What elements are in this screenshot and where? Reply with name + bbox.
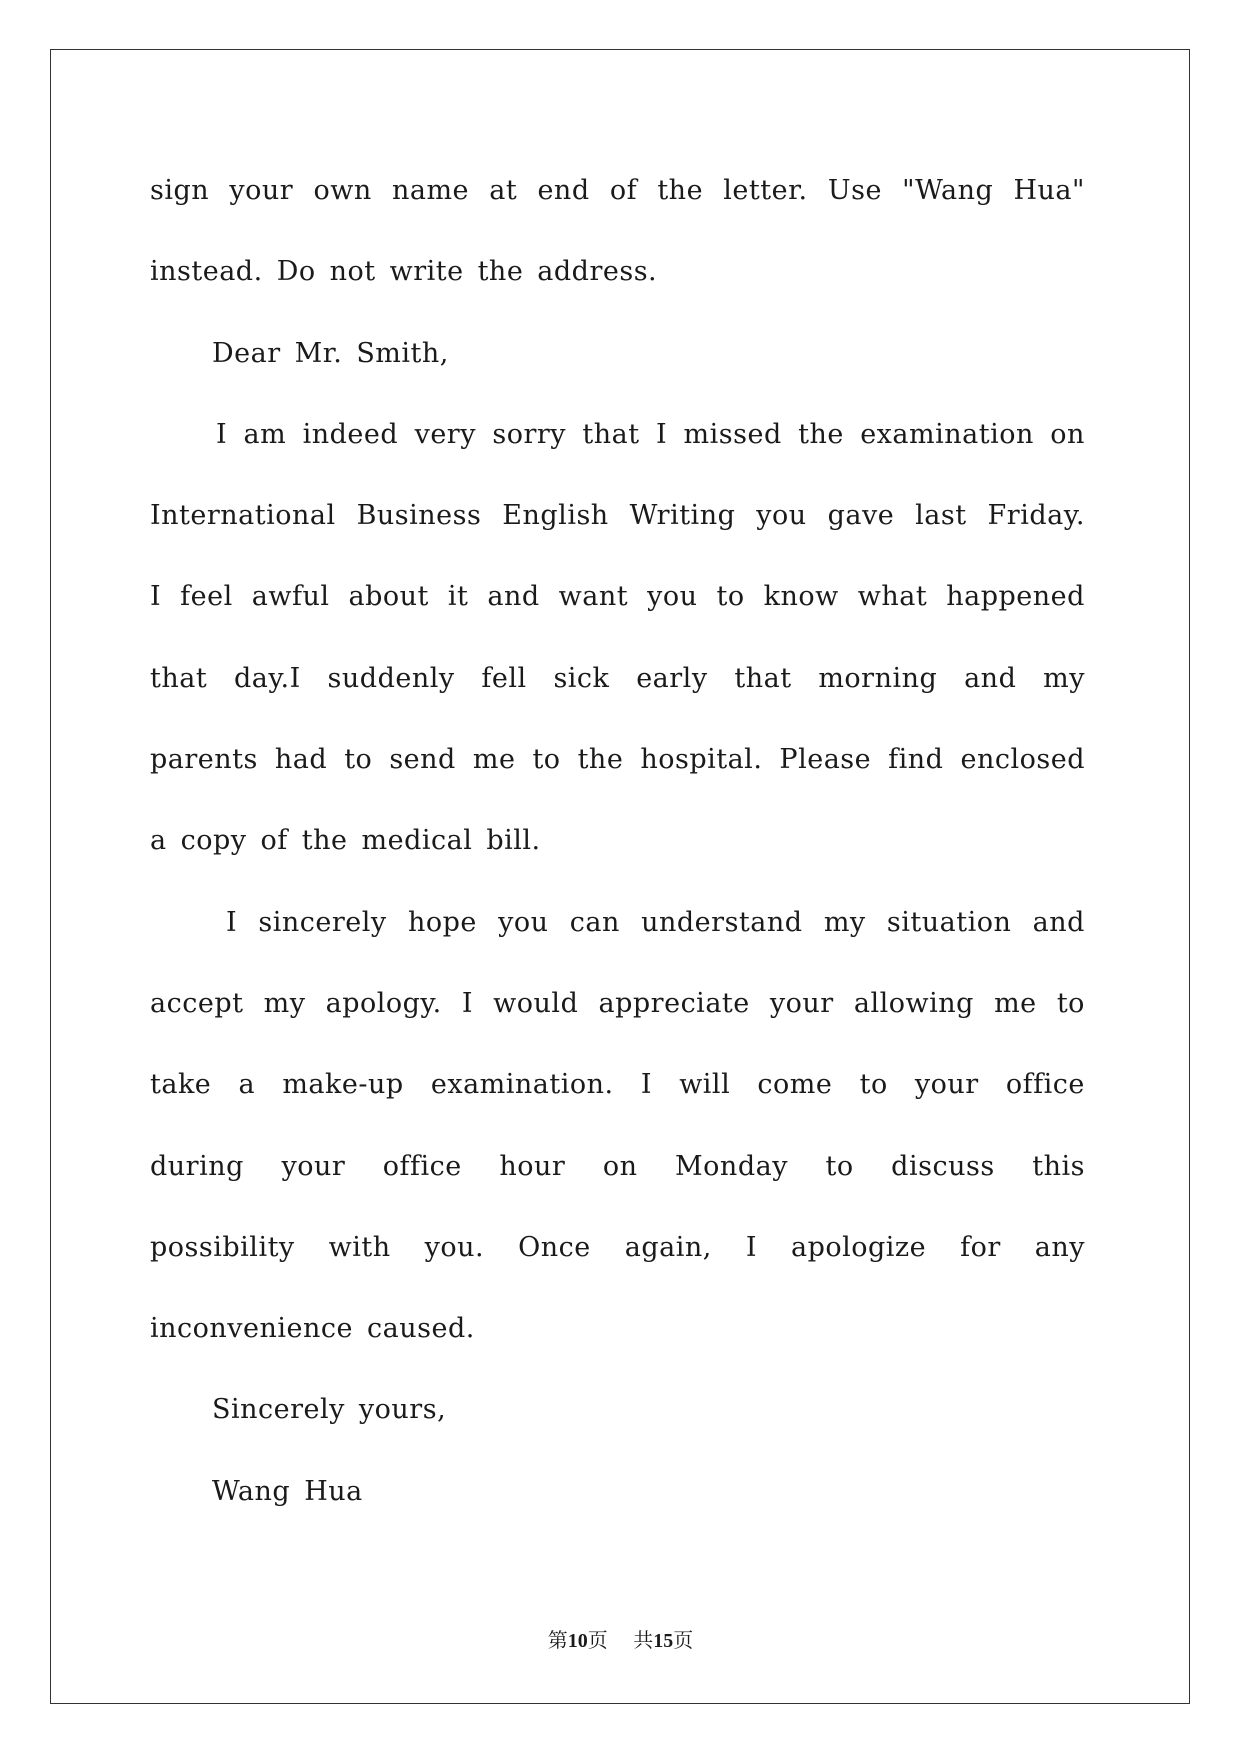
text-line xyxy=(150,1126,1085,1207)
word: on xyxy=(602,1150,638,1182)
word: address. xyxy=(537,256,658,288)
word: English xyxy=(502,500,609,532)
word: Hua xyxy=(304,1475,363,1507)
word: take xyxy=(150,1069,212,1101)
text-line xyxy=(150,963,1085,1044)
text-line xyxy=(150,1207,1085,1288)
word: copy xyxy=(180,825,247,857)
word: Dear xyxy=(212,337,281,369)
word: about xyxy=(348,581,429,613)
text-line xyxy=(150,475,1085,556)
word: your xyxy=(914,1069,979,1101)
word: of xyxy=(609,175,638,206)
text-line xyxy=(150,394,1085,475)
word: end xyxy=(537,175,590,206)
word: the xyxy=(301,825,348,857)
word: examination xyxy=(860,418,1034,450)
text-line xyxy=(150,719,1085,800)
word: last xyxy=(915,500,967,532)
word: parents xyxy=(150,744,258,776)
word: medical xyxy=(361,825,473,857)
word: early xyxy=(636,662,708,694)
word: what xyxy=(857,581,928,613)
word: feel xyxy=(180,581,233,613)
word: appreciate xyxy=(598,987,750,1019)
word: indeed xyxy=(302,418,399,450)
word: Hua" xyxy=(1013,175,1085,206)
word: during xyxy=(150,1150,244,1182)
word: I xyxy=(745,1231,757,1263)
word: at xyxy=(489,175,518,206)
word: allowing xyxy=(853,987,974,1019)
word: send xyxy=(389,744,456,776)
word: your xyxy=(229,175,294,206)
word: understand xyxy=(641,906,803,938)
word: with xyxy=(328,1231,391,1263)
word: inconvenience xyxy=(150,1313,354,1345)
word: examination. xyxy=(430,1069,614,1101)
word: to xyxy=(1056,987,1085,1019)
word: on xyxy=(1050,418,1085,450)
word: that xyxy=(734,662,792,694)
word: Once xyxy=(518,1231,591,1263)
word: am xyxy=(243,418,287,450)
signature-name xyxy=(150,1451,1085,1532)
word: Sincerely xyxy=(212,1394,345,1426)
word: sick xyxy=(553,662,610,694)
word: day.I xyxy=(233,662,301,694)
word: bill. xyxy=(486,825,541,857)
page-footer xyxy=(0,1624,1241,1653)
closing xyxy=(150,1369,1085,1450)
word: and xyxy=(1032,906,1085,938)
word: enclosed xyxy=(960,744,1085,776)
salutation xyxy=(150,313,1085,394)
word: come xyxy=(757,1069,833,1101)
footer-total-suffix: 页 xyxy=(673,1628,694,1652)
footer-page-prefix: 第 xyxy=(547,1628,568,1652)
word: my xyxy=(263,987,306,1019)
word: it xyxy=(447,581,469,613)
word: to xyxy=(716,581,745,613)
word: very xyxy=(414,418,476,450)
word: for xyxy=(960,1231,1001,1263)
word: hour xyxy=(499,1150,566,1182)
word: I xyxy=(655,418,668,450)
word: Writing xyxy=(629,500,736,532)
text-line xyxy=(150,150,1085,231)
word: want xyxy=(558,581,629,613)
word: office xyxy=(382,1150,462,1182)
word: you xyxy=(756,500,807,532)
word: and xyxy=(964,662,1017,694)
word: morning xyxy=(818,662,938,694)
footer-page-number: 10 xyxy=(567,1630,588,1652)
text-line xyxy=(150,882,1085,963)
word: can xyxy=(569,906,620,938)
word: that xyxy=(582,418,640,450)
word: situation xyxy=(886,906,1012,938)
word: Do xyxy=(276,256,316,288)
text-line xyxy=(150,556,1085,637)
word: and xyxy=(487,581,540,613)
word: not xyxy=(329,256,376,288)
word: office xyxy=(1005,1069,1085,1101)
word: sorry xyxy=(492,418,567,450)
text-line xyxy=(150,1288,1085,1369)
word: again, xyxy=(624,1231,712,1263)
word: accept xyxy=(150,987,244,1019)
word: discuss xyxy=(891,1150,995,1182)
word: of xyxy=(260,825,288,857)
word: own xyxy=(313,175,372,206)
word: you xyxy=(498,906,549,938)
footer-total-pages: 15 xyxy=(653,1630,674,1652)
word: letter. xyxy=(723,175,808,206)
word: make-up xyxy=(282,1069,404,1101)
word: suddenly xyxy=(327,662,455,694)
letter-body xyxy=(150,150,1085,1532)
word: apologize xyxy=(790,1231,927,1263)
word: a xyxy=(150,825,167,857)
word: apology. xyxy=(325,987,442,1019)
word: fell xyxy=(481,662,527,694)
word: instead. xyxy=(150,256,263,288)
footer-total-prefix: 共 xyxy=(633,1628,654,1652)
word: a xyxy=(238,1069,256,1101)
word: possibility xyxy=(150,1231,295,1263)
word: Use xyxy=(827,175,882,206)
word: International xyxy=(150,500,336,532)
word: the xyxy=(577,744,624,776)
word: me xyxy=(472,744,516,776)
word: happened xyxy=(946,581,1085,613)
word: Wang xyxy=(212,1475,291,1507)
word: that xyxy=(150,662,208,694)
word: Smith, xyxy=(356,337,449,369)
word: Mr. xyxy=(294,337,343,369)
word: your xyxy=(281,1150,346,1182)
text-line xyxy=(150,1044,1085,1125)
word: to xyxy=(532,744,561,776)
word: Business xyxy=(356,500,482,532)
word: my xyxy=(823,906,866,938)
word: write xyxy=(389,256,464,288)
word: would xyxy=(493,987,579,1019)
word: I xyxy=(150,581,162,613)
word: Friday. xyxy=(987,500,1085,532)
word: know xyxy=(763,581,839,613)
word: yours, xyxy=(358,1394,447,1426)
word: will xyxy=(679,1069,731,1101)
word: I xyxy=(640,1069,652,1101)
word: to xyxy=(859,1069,888,1101)
text-line xyxy=(150,638,1085,719)
word: gave xyxy=(827,500,895,532)
word: Please xyxy=(779,744,872,776)
word: sincerely xyxy=(258,906,387,938)
word: had xyxy=(274,744,328,776)
word: hospital. xyxy=(640,744,763,776)
word: the xyxy=(657,175,704,206)
word: the xyxy=(798,418,844,450)
footer-page-suffix: 页 xyxy=(587,1628,608,1652)
text-line xyxy=(150,231,1085,312)
word: me xyxy=(994,987,1037,1019)
word: I xyxy=(226,906,238,938)
word: my xyxy=(1043,662,1085,694)
word: find xyxy=(888,744,944,776)
word: name xyxy=(391,175,470,206)
word: to xyxy=(825,1150,854,1182)
word: you xyxy=(647,581,698,613)
word: I xyxy=(461,987,474,1019)
text-line xyxy=(150,800,1085,881)
word: you. xyxy=(424,1231,485,1263)
word: to xyxy=(344,744,373,776)
word: hope xyxy=(407,906,477,938)
word: caused. xyxy=(367,1313,475,1345)
word: awful xyxy=(251,581,330,613)
word: any xyxy=(1034,1231,1085,1263)
word: Monday xyxy=(675,1150,788,1182)
word: I xyxy=(216,418,228,450)
word: the xyxy=(477,256,524,288)
word: this xyxy=(1032,1150,1085,1182)
word: sign xyxy=(150,175,210,206)
word: your xyxy=(769,987,834,1019)
word: missed xyxy=(683,418,782,450)
word: "Wang xyxy=(902,175,994,206)
